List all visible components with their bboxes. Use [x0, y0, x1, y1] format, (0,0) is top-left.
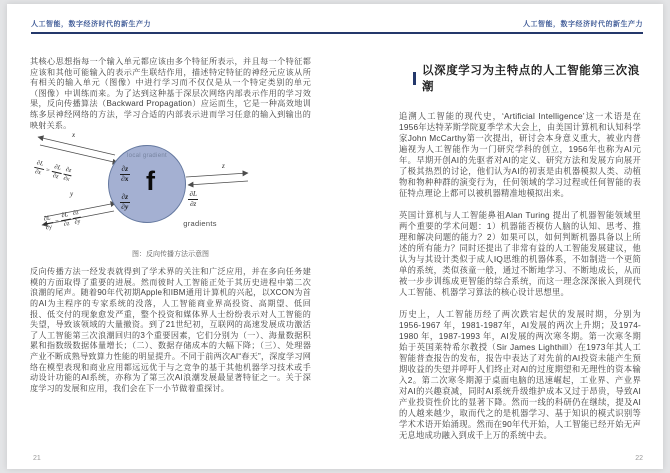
- section-heading: [413, 62, 641, 94]
- gradient-formula-y: $\frac{\partial L}{\partial y}$ = $\frac{\partial L}{\partial z}$ $\frac{\partial z}{\partial y}$: [43, 209, 82, 232]
- local-gradient-label: local gradient: [127, 153, 167, 160]
- input-y-label: y: [70, 190, 74, 199]
- page-right: [337, 34, 663, 469]
- running-header: [31, 16, 643, 34]
- paragraph-core-idea: 其核心思想指每一个输入单元都应该由多个特征所表示，并且每一个特征都应该和其他可能输入的表示产生联结作用，描述特定特征的神经元应该从所有相关的输入单元（图像）中进行学习而不仅仅是从一个特定类别的单元（图像）中训练而来。为了达到这种基于深层次网络内部表示作用的学习效果，反向传播算法（Backward Propagation）应运而生，它是一种高效地训练多层神经网络的方法，学习合适的内部表示进而学习任意的输入到输出的映射关系。: [30, 57, 311, 130]
- frac-dl-dy: $\frac{\partial L}{\partial y}$: [43, 214, 53, 232]
- paragraph-ai-modern-history: 追溯人工智能的现代史，‘Artificial Intelligence’这一术语是在1956年达特茅斯学院夏季学术大会上，由美国计算机和认知科学家John McCarthy第一次提出，研讨会本身意义重大，被业内普遍视为人工智能作为一门研究学科的创立，1956年也称为AI元年。早期开创AI的先驱者对AI的定义、研究方法和发展方向展开了极其热烈的讨论，他们认为AI的初衷是由机器模拟人类、动植物和物种种群的演变行为，任何领域的学习过程或任何智能的表征特点理论上都可以被机器精准地模拟出来。: [399, 111, 641, 198]
- function-f-label: f: [146, 166, 155, 197]
- pages-container: [7, 34, 663, 469]
- input-x-label: x: [72, 131, 76, 140]
- neuron-node-circle: [108, 145, 186, 223]
- frac-dl-dz: $\frac{\partial L}{\partial z}$: [60, 211, 70, 228]
- frac-dz-dy: $\frac{\partial z}{\partial y}$: [72, 209, 82, 226]
- page-number-right: 22: [635, 455, 643, 462]
- gradients-label: gradients: [183, 219, 217, 229]
- frac-dz-dy-inside: $\frac{\partial z}{\partial y}$: [121, 192, 129, 212]
- page-number-left: 21: [33, 455, 41, 462]
- document-spread: [7, 4, 663, 469]
- section-title: 以深度学习为主特点的人工智能第三次浪潮: [422, 65, 640, 93]
- backpropagation-figure: [30, 133, 311, 245]
- page-left: [7, 34, 337, 469]
- figure-caption: 图：反向传播方法示意图: [132, 251, 209, 259]
- paragraph-ai-winters: 历史上，人工智能历经了两次跌宕起伏的发展时期，分别为1956-1967 年，1981-1987年，AI发展的两次上升期；及1974-1980 年，1987-1993 年，AI发展的两次寒冬期。第一次寒冬期始于英国莱特希尔教授（Sir James Lighthill）在1973年其人工智能普查报告的发布，报告中表达了对先前的AI投资未能产生预期收益的失望并呼吁人们终止对AI的过度期望和无理性的资本输入2。第二次寒冬期源于桌面电脑的迅速崛起，工业界、产业界对AI的兴趣衰减，同时AI系统升级维护成本又过于昂贵，导致AI产业投资性价比的显著下降。然而一线的科研仍在继续，提及AI的人越来越少，取而代之的是机器学习、基于知识的模式识别等学术术语开始涌现。然而在90年代开始，人工智能已经开始无声无息地成功融入到成千上万的系统中去。: [399, 309, 641, 440]
- running-header-left: 人工智能，数字经济时代的新生产力: [31, 21, 151, 28]
- frac-dl-dz: $\frac{\partial L}{\partial z}$: [52, 163, 62, 181]
- section-marker-bar: [413, 72, 416, 85]
- frac-dz-dx-inside: $\frac{\partial z}{\partial x}$: [121, 164, 129, 184]
- frac-dl-dx: $\frac{\partial L}{\partial x}$: [34, 159, 45, 177]
- output-z-label: z: [222, 162, 225, 171]
- gradient-formula-x: $\frac{\partial L}{\partial x}$ = $\frac{\partial L}{\partial z}$ $\frac{\partial z}{\partial x}$: [32, 160, 73, 184]
- paragraph-backprop-history: 反向传播方法一经发表就得到了学术界的关注和广泛应用，并在多向任务建模的方面取得了重要的进展。然而彼时人工智能正处于其历史进程中第二次浪潮的尾声。随着90年代初期Apple和IBM通用计算机的兴起，以XCON为首的AI为主程序的专家系统的没落，人工智能商业界高投资、高期望、低回报、低交付的现象愈发严重，整个投资和媒体界人士纷纷表示对人工智能的失望，导致该领域的大量撤资。到了21世纪初，互联网的高速发展成功激活了人工智能第三次浪潮回归的3个重要因素，它们分别为（一）、海量数据积累和指数级数据体量增长；（二）、数据存储成本的大幅下降；（三）、处理器产业不断成熟导致算力性能的明显提升。不同于前两次AI“春天”，深度学习网络在模型表现和商业应用都远远优于与之竞争的基于其他机器学习技术或手动设计功能的AI系统，亦称为了第三次AI浪潮发展最显著特征之一。关于深度学习的发展和应用，我们会在下一小节做着重探讨。: [30, 267, 311, 393]
- running-header-right: 人工智能，数字经济时代的新生产力: [523, 21, 643, 28]
- paragraph-turing: 英国计算机与人工智能鼻祖Alan Turing 提出了机器智能领域里两个重要的学术问题：1）机器能否模仿人脑的认知、思考、推理和解决问题的能力？2）如果可以，如何判断机器具备以上所述的所有能力？同时还提出了非常有益的人工智能发展建议，他认为与其设计类似于成人IQ思维的机器体系，不如制造一个更简单的系统，类似孩童一般，通过不断地学习、不断地成长，从而被一步步训练成更智能的综合系统，而这一理念深深嵌入到现代人工智能、机器学习算法的核心设计思想里。: [399, 210, 641, 297]
- output-gradient-fraction: $\frac{\partial L}{\partial z}$: [189, 190, 197, 208]
- frac-dz-dx: $\frac{\partial z}{\partial x}$: [62, 166, 72, 183]
